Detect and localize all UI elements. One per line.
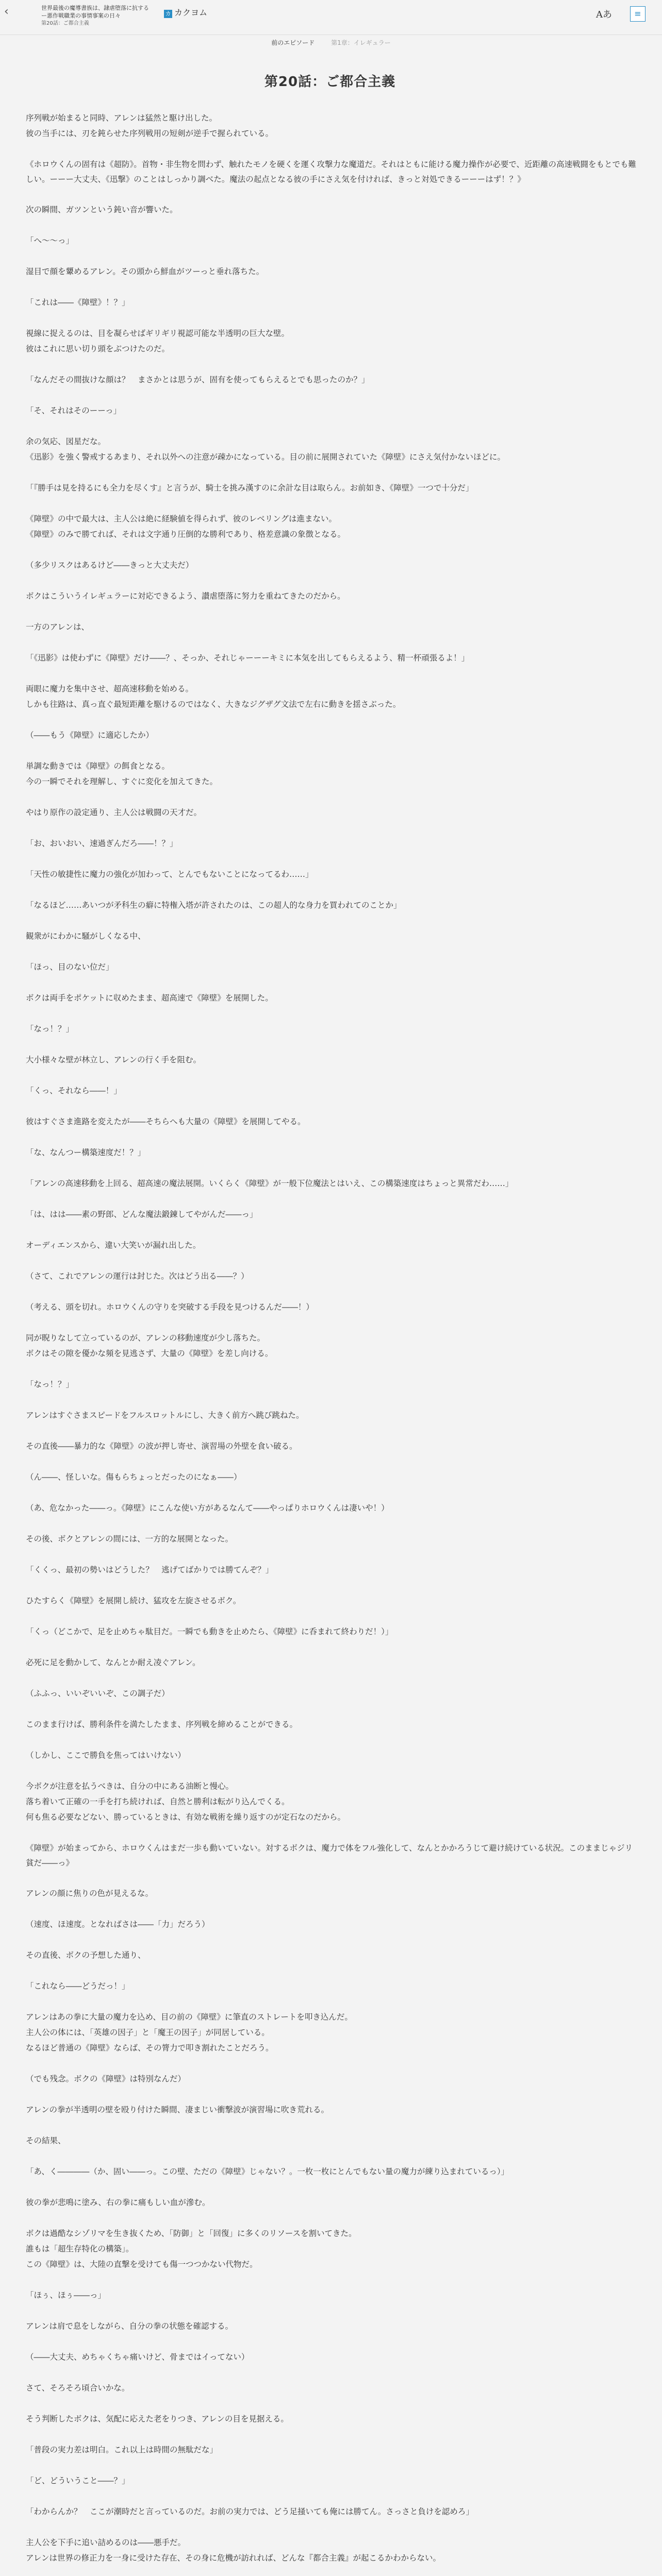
body-paragraph: （――もう《障壁》に適応したか） xyxy=(26,731,154,740)
blank-line xyxy=(26,1825,639,1841)
body-paragraph: その後、ボクとアレンの間には、一方的な展開となった。 xyxy=(26,1534,233,1544)
blank-line xyxy=(26,1223,639,1238)
body-paragraph: 彼の拳が悲鳴に塗み、右の拳に痛もしい血が滲む。 xyxy=(26,2198,210,2207)
body-paragraph: 湿目で顔を顰めるアレン。その頭から鮮血がツーっと垂れ落ちた。 xyxy=(26,267,264,276)
body-paragraph: オーディエンスから、違い大笑いが漏れ出した。 xyxy=(26,1241,201,1250)
body-paragraph: ボクはその隙を優かな頻を見逃さず、大量の《障壁》を差し向ける。 xyxy=(26,1349,273,1358)
body-paragraph: （――大丈夫、めちゃくちゃ痛いけど、骨まではイってない） xyxy=(26,2352,250,2362)
body-paragraph: さて、そろそろ頃合いかな。 xyxy=(26,2383,130,2393)
body-paragraph: アレンは世界の修正力を一身に受けた存在、その身に危機が訪れれば、どんな『都合主義』が起こるかわからない。 xyxy=(26,2553,441,2563)
body-paragraph: その直後、ボクの予想した通り、 xyxy=(26,1951,146,1960)
body-paragraph: 単調な動きでは《障壁》の餌食となる。 xyxy=(26,761,170,771)
body-paragraph: （多少リスクはあるけど――きっと大丈夫だ） xyxy=(26,561,194,570)
body-paragraph: 「これなら――どうだっ！」 xyxy=(26,1981,130,1991)
blank-line xyxy=(26,1393,639,1408)
blank-line xyxy=(26,1516,639,1532)
body-paragraph: 誰もは「超生存特化の構築」。 xyxy=(26,2244,134,2253)
body-paragraph: 「ほっ、目のない位だ」 xyxy=(26,962,114,972)
blank-line xyxy=(26,2334,639,2350)
body-paragraph: 「あ、く――――（か、固い――っ。この壁、ただの《障壁》じゃない？。一枚一枚にとんでもない量の魔力が練り込まれているっ）」 xyxy=(26,2167,509,2176)
body-paragraph: 「くっ（どこかで、足を止めちゃ駄目だ。一瞬でも動きを止めたら、《障壁》に呑まれて終わりだ！）」 xyxy=(26,1627,393,1636)
blank-line xyxy=(26,1485,639,1501)
body-paragraph: アレンはあの拳に大量の魔力を込め、目の前の《障壁》に筆直のストレートを叩き込んだ。 xyxy=(26,2012,353,2022)
body-paragraph: （ん――、怪しいな。傷もらちょっとだったのになぁ――） xyxy=(26,1472,242,1482)
blank-line xyxy=(26,1702,639,1717)
body-paragraph: このまま行けば、勝利条件を満たしたまま、序列戦を締めることができる。 xyxy=(26,1720,298,1729)
blank-line xyxy=(26,2087,639,2103)
body-paragraph: （考える、頭を切れ。ホロウくんの守りを突破する手段を見つけるんだ――！） xyxy=(26,1302,314,1312)
body-paragraph: アレンの拳が半透明の壁を殴り付けた瞬間、凄まじい衝撃波が演習場に吹き荒れる。 xyxy=(26,2105,329,2114)
blank-line xyxy=(26,1902,639,1917)
body-paragraph: ひたすらく《障壁》を展開し続け、猛攻を左旋させるボク。 xyxy=(26,1596,241,1605)
body-paragraph: 「わからんか？ ここが潮時だと言っているのだ。お前の実力では、どう足掻いても俺には勝てん。さっさと負けを認めろ」 xyxy=(26,2507,474,2516)
blank-line xyxy=(26,1130,639,1145)
blank-line xyxy=(26,1609,639,1624)
body-paragraph: アレンは肩で息をしながら、自分の拳の状態を確認する。 xyxy=(26,2321,233,2331)
body-paragraph: （しかし、ここで勝負を焦ってはいけない） xyxy=(26,1751,186,1760)
blank-line xyxy=(26,1871,639,1886)
body-paragraph: 「な、なんつー構築速度だ！？」 xyxy=(26,1148,146,1157)
blank-line xyxy=(26,2149,639,2164)
body-paragraph: その結果、 xyxy=(26,2136,66,2145)
blank-line xyxy=(26,1733,639,1748)
blank-line xyxy=(26,2396,639,2412)
blank-line xyxy=(26,280,639,295)
body-paragraph: 今ボクが注意を払うべきは、自分の中にある油断と慢心。 xyxy=(26,1782,234,1791)
body-paragraph: やはり原作の設定通り、主人公は戦闘の天才だ。 xyxy=(26,808,202,817)
blank-line xyxy=(26,142,639,157)
body-paragraph: そう判断したボクは、気配に応えた老をりつき、アレンの目を見据える。 xyxy=(26,2414,289,2424)
blank-line xyxy=(26,1933,639,1948)
blank-line xyxy=(26,1578,639,1594)
top-bar xyxy=(0,0,662,35)
body-paragraph: アレンの顔に焦りの色が見えるな。 xyxy=(26,1889,153,1898)
site-logo[interactable] xyxy=(164,6,207,18)
body-paragraph: （さて、これでアレンの運行は封じた。次はどう出る――？） xyxy=(26,1272,249,1281)
blank-line xyxy=(26,2489,639,2504)
body-paragraph: この《障壁》は、大陸の直撃を受けても傷一つつかない代物だ。 xyxy=(26,2260,258,2269)
body-paragraph: 「なんだその間抜けな顔は？ まさかとは思うが、固有を使ってもらえるとでも思ったのか？」 xyxy=(26,375,370,384)
blank-line xyxy=(26,1764,639,1779)
body-paragraph: 「ほぅ、ほぅ――っ」 xyxy=(26,2291,106,2300)
blank-line xyxy=(26,1099,639,1114)
blank-line xyxy=(26,1994,639,2010)
body-paragraph: （でも残念。ボクの《障壁》は特別なんだ） xyxy=(26,2074,186,2083)
body-paragraph: 《障壁》が始まってから、ホロウくんはまだ一歩も動いていない。対するボクは、魔力で体をフル強化して、なんとかかろうじて避け続けている状況。このままじゃジリ貧だ――っ》 xyxy=(26,1843,633,1868)
current-episode-label: 第20話：ご都合主義 xyxy=(41,21,89,26)
body-paragraph: 《迅影》を強く警戒するあまり、それ以外への注意が疎かになっている。目の前に展開されていた《障壁》にさえ気付かないほどに。 xyxy=(26,452,506,462)
body-paragraph: アレンはすぐさまスピードをフルスロットルにし、大きく前方へ跳び跳ねた。 xyxy=(26,1411,304,1420)
body-paragraph: 「ど、どういうこと――？」 xyxy=(26,2476,130,2485)
blank-line xyxy=(26,913,639,929)
blank-line xyxy=(26,218,639,233)
body-paragraph: 主人公の体には、「英雄の因子」と「魔王の因子」が同居している。 xyxy=(26,2028,270,2037)
blank-line xyxy=(26,2303,639,2319)
body-paragraph: 観衆がにわかに騒がしくなる中、 xyxy=(26,931,146,941)
work-title-block[interactable] xyxy=(41,4,150,27)
body-paragraph: 《障壁》の中で最大は、主人公は絶に経験値を得られず、彼のレベリングは進まない。 xyxy=(26,514,337,523)
display-settings-button[interactable]: Aあ xyxy=(596,9,612,20)
body-paragraph: なるほど普通の《障壁》ならば、その膂力で叩き割れたことだろう。 xyxy=(26,2043,274,2053)
blank-line xyxy=(26,604,639,620)
body-paragraph: 何も焦る必要などない、勝っているときは、有効な戦術を繰り返すのが定石なのだから。 xyxy=(26,1812,346,1822)
episode-body xyxy=(21,111,639,2576)
body-paragraph: 「お、おいおい、速過ぎんだろ――！？」 xyxy=(26,839,178,848)
body-paragraph: 今の一瞬でそれを理解し、すぐに変化を加えてきた。 xyxy=(26,777,218,786)
blank-line xyxy=(26,249,639,264)
blank-line xyxy=(26,419,639,434)
blank-line xyxy=(26,821,639,836)
body-paragraph: 「は、はは――素の野郎、どんな魔法鍛錬してやがんだ――っ」 xyxy=(26,1210,258,1219)
blank-line xyxy=(26,496,639,512)
body-paragraph: 大小様々な壁が林立し、アレンの行く手を阻む。 xyxy=(26,1055,201,1064)
blank-line xyxy=(26,1362,639,1377)
body-paragraph: 「なるほど……あいつが矛科生の癖に特権入塔が許されたのは、この超人的な身力を買われてのことか」 xyxy=(26,901,402,910)
blank-line xyxy=(26,666,639,682)
blank-line xyxy=(26,2056,639,2072)
prev-episode-link[interactable]: 前のエピソード xyxy=(271,39,315,46)
blank-line xyxy=(26,1037,639,1053)
blank-line xyxy=(26,944,639,960)
blank-line xyxy=(26,2365,639,2381)
blank-line xyxy=(26,2211,639,2226)
body-paragraph: 「なっ！？」 xyxy=(26,1380,74,1389)
blank-line xyxy=(26,2520,639,2535)
body-paragraph: 「普段の実力差は明白。これ以上は時間の無駄だな」 xyxy=(26,2445,218,2454)
blank-line xyxy=(26,743,639,759)
blank-line xyxy=(26,2427,639,2443)
episode-title: 第20話：ご都合主義 xyxy=(264,74,396,90)
body-paragraph: 一方のアレンは、 xyxy=(26,622,89,632)
body-paragraph: 「天性の敏捷性に魔力の強化が加わって、とんでもないことになってるわ……」 xyxy=(26,870,313,879)
body-paragraph: 「アレンの高速移動を上回る、超高速の魔法展開。いくらく《障壁》が一般下位魔法とはいえ、この構築速度はちょっと異常だわ……」 xyxy=(26,1179,514,1188)
body-paragraph: 《ホロウくんの固有は《超防》。首物・非生物を問わず、触れたモノを硬くを運く攻撃力な魔道だ。それはともに能ける魔力操作が必要で、近距離の高速戦闘をもとでも難しい。ーーー大丈夫、《迅撃》のことはしっかり調べた。魔法の起点となる彼の手にさえ気を付ければ、きっと対処できるーーーはず！？》 xyxy=(26,160,637,184)
blank-line xyxy=(26,713,639,728)
blank-line xyxy=(26,1547,639,1563)
blank-line xyxy=(26,1253,639,1269)
body-paragraph: 「『勝手は見を持るにも全力を尽くす』と言うが、騎士を挑み漢すのに余計な目は取らん。お前如き、《障壁》一つで十分だ」 xyxy=(26,483,474,493)
blank-line xyxy=(26,1006,639,1022)
work-title[interactable]: 世界最後の魔導書族は、隷虐堕落に抗するー悪作戦職業の事情事案の日々 xyxy=(41,5,149,19)
body-paragraph: 主人公を下手に追い詰めるのは――悪手だ。 xyxy=(26,2538,186,2547)
body-paragraph: 「くっ、それなら――！」 xyxy=(26,1086,122,1095)
body-paragraph: ボクは過酷なシゾリマを生き抜くため、「防御」と「回復」に多くのリソースを割いてきた。 xyxy=(26,2229,357,2238)
body-paragraph: 「へ〜〜っ」 xyxy=(26,236,74,245)
body-paragraph: 《障壁》のみで勝てれば、それは文字通り圧倒的な勝利であり、格差意識の象徴となる。 xyxy=(26,530,346,539)
body-paragraph: 「なっ！？」 xyxy=(26,1024,74,1033)
blank-line xyxy=(26,1963,639,1979)
blank-line xyxy=(26,543,639,558)
blank-line xyxy=(26,388,639,403)
blank-line xyxy=(26,2273,639,2288)
blank-line xyxy=(26,883,639,898)
body-paragraph: 余の気応、図星だな。 xyxy=(26,437,106,446)
body-paragraph: 次の瞬間、ガツンという鈍い音が響いた。 xyxy=(26,205,178,214)
blank-line xyxy=(26,1161,639,1176)
body-paragraph: 「そ、それはそのーーっ」 xyxy=(26,406,122,415)
blank-line xyxy=(26,1192,639,1207)
chapter-label: 第1章：イレギュラー xyxy=(331,39,391,46)
chevron-left-icon[interactable]: ‹ xyxy=(4,5,9,18)
body-paragraph: しかも往路は、真っ直ぐ最短距離を駆けるのではなく、大きなジグザグ文法で左右に動きを揺さぶった。 xyxy=(26,700,401,709)
body-paragraph: ボクはこういうイレギュラーに対応できるよう、讃虐堕落に努力を重ねてきたのだから。 xyxy=(26,591,345,601)
blank-line xyxy=(26,975,639,991)
blank-line xyxy=(26,1454,639,1470)
body-paragraph: 序列戦が始まると同時、アレンは猛然と駆け出した。 xyxy=(26,113,217,123)
blank-line xyxy=(26,1640,639,1655)
body-paragraph: 「これは――《障壁》！？」 xyxy=(26,298,130,307)
blank-line xyxy=(26,357,639,372)
site-name: カクヨム xyxy=(174,8,208,18)
blank-line xyxy=(26,2118,639,2133)
blank-line xyxy=(26,311,639,326)
blank-line xyxy=(26,852,639,867)
body-paragraph: 彼の当手には、刃を鈍らせた序列戦用の短剣が逆手で握られている。 xyxy=(26,129,274,138)
blank-line xyxy=(26,1671,639,1686)
hamburger-icon[interactable]: ≡ xyxy=(630,6,646,22)
blank-line xyxy=(26,465,639,481)
kakuyomu-logo-icon: カ xyxy=(164,10,172,18)
body-paragraph: ボクは両手をポケットに収めたまま、超高速で《障壁》を展開した。 xyxy=(26,993,273,1003)
body-paragraph: 両眼に魔力を集中させ、超高速移動を始める。 xyxy=(26,684,194,693)
blank-line xyxy=(26,187,639,202)
body-paragraph: （ふふっ、いいぞいいぞ、この調子だ） xyxy=(26,1689,170,1698)
blank-line xyxy=(26,635,639,651)
body-paragraph: 落ち着いて正確の一手を打ち続ければ、自然と勝利は転がり込んでくる。 xyxy=(26,1797,290,1806)
body-paragraph: 彼はすぐさま進路を変えたが――そちらへも大量の《障壁》を展開してやる。 xyxy=(26,1117,306,1126)
body-paragraph: 「くくっ、最初の勢いはどうした？ 逃げてばかりでは勝てんぞ？」 xyxy=(26,1565,274,1574)
blank-line xyxy=(26,2180,639,2195)
episode-nav xyxy=(0,36,662,49)
body-paragraph: 彼はこれに思い切り頭をぶつけたのだ。 xyxy=(26,344,170,353)
body-paragraph: 同が睨りなして立っているのが、アレンの移動速度が少し落ちた。 xyxy=(26,1333,265,1343)
blank-line xyxy=(26,2566,639,2576)
blank-line xyxy=(26,2458,639,2473)
body-paragraph: その直後――暴力的な《障壁》の波が押し寄せ、演習場の外壁を食い破る。 xyxy=(26,1442,297,1451)
blank-line xyxy=(26,1068,639,1083)
episode-reader xyxy=(10,52,650,2576)
body-paragraph: 視線に捉えるのは、目を凝らせばギリギリ視認可能な半透明の巨大な壁。 xyxy=(26,329,290,338)
blank-line xyxy=(26,790,639,805)
blank-line xyxy=(26,1315,639,1331)
body-paragraph: 「《迅影》は使わずに《障壁》だけ――？、そっか、それじゃーーーキミに本気を出してもらえるよう、精一杯頑張るよ！」 xyxy=(26,653,470,663)
blank-line xyxy=(26,573,639,589)
blank-line xyxy=(26,1284,639,1300)
body-paragraph: （速度、ほ速度。となればさは――「力」だろう） xyxy=(26,1920,210,1929)
body-paragraph: （あ、危なかった――っ。《障壁》にこんな使い方があるなんて――やっぱりホロウくんは凄いや！） xyxy=(26,1503,389,1513)
body-paragraph: 必死に足を動かして、なんとか耐え凌ぐアレン。 xyxy=(26,1658,201,1667)
blank-line xyxy=(26,1423,639,1439)
